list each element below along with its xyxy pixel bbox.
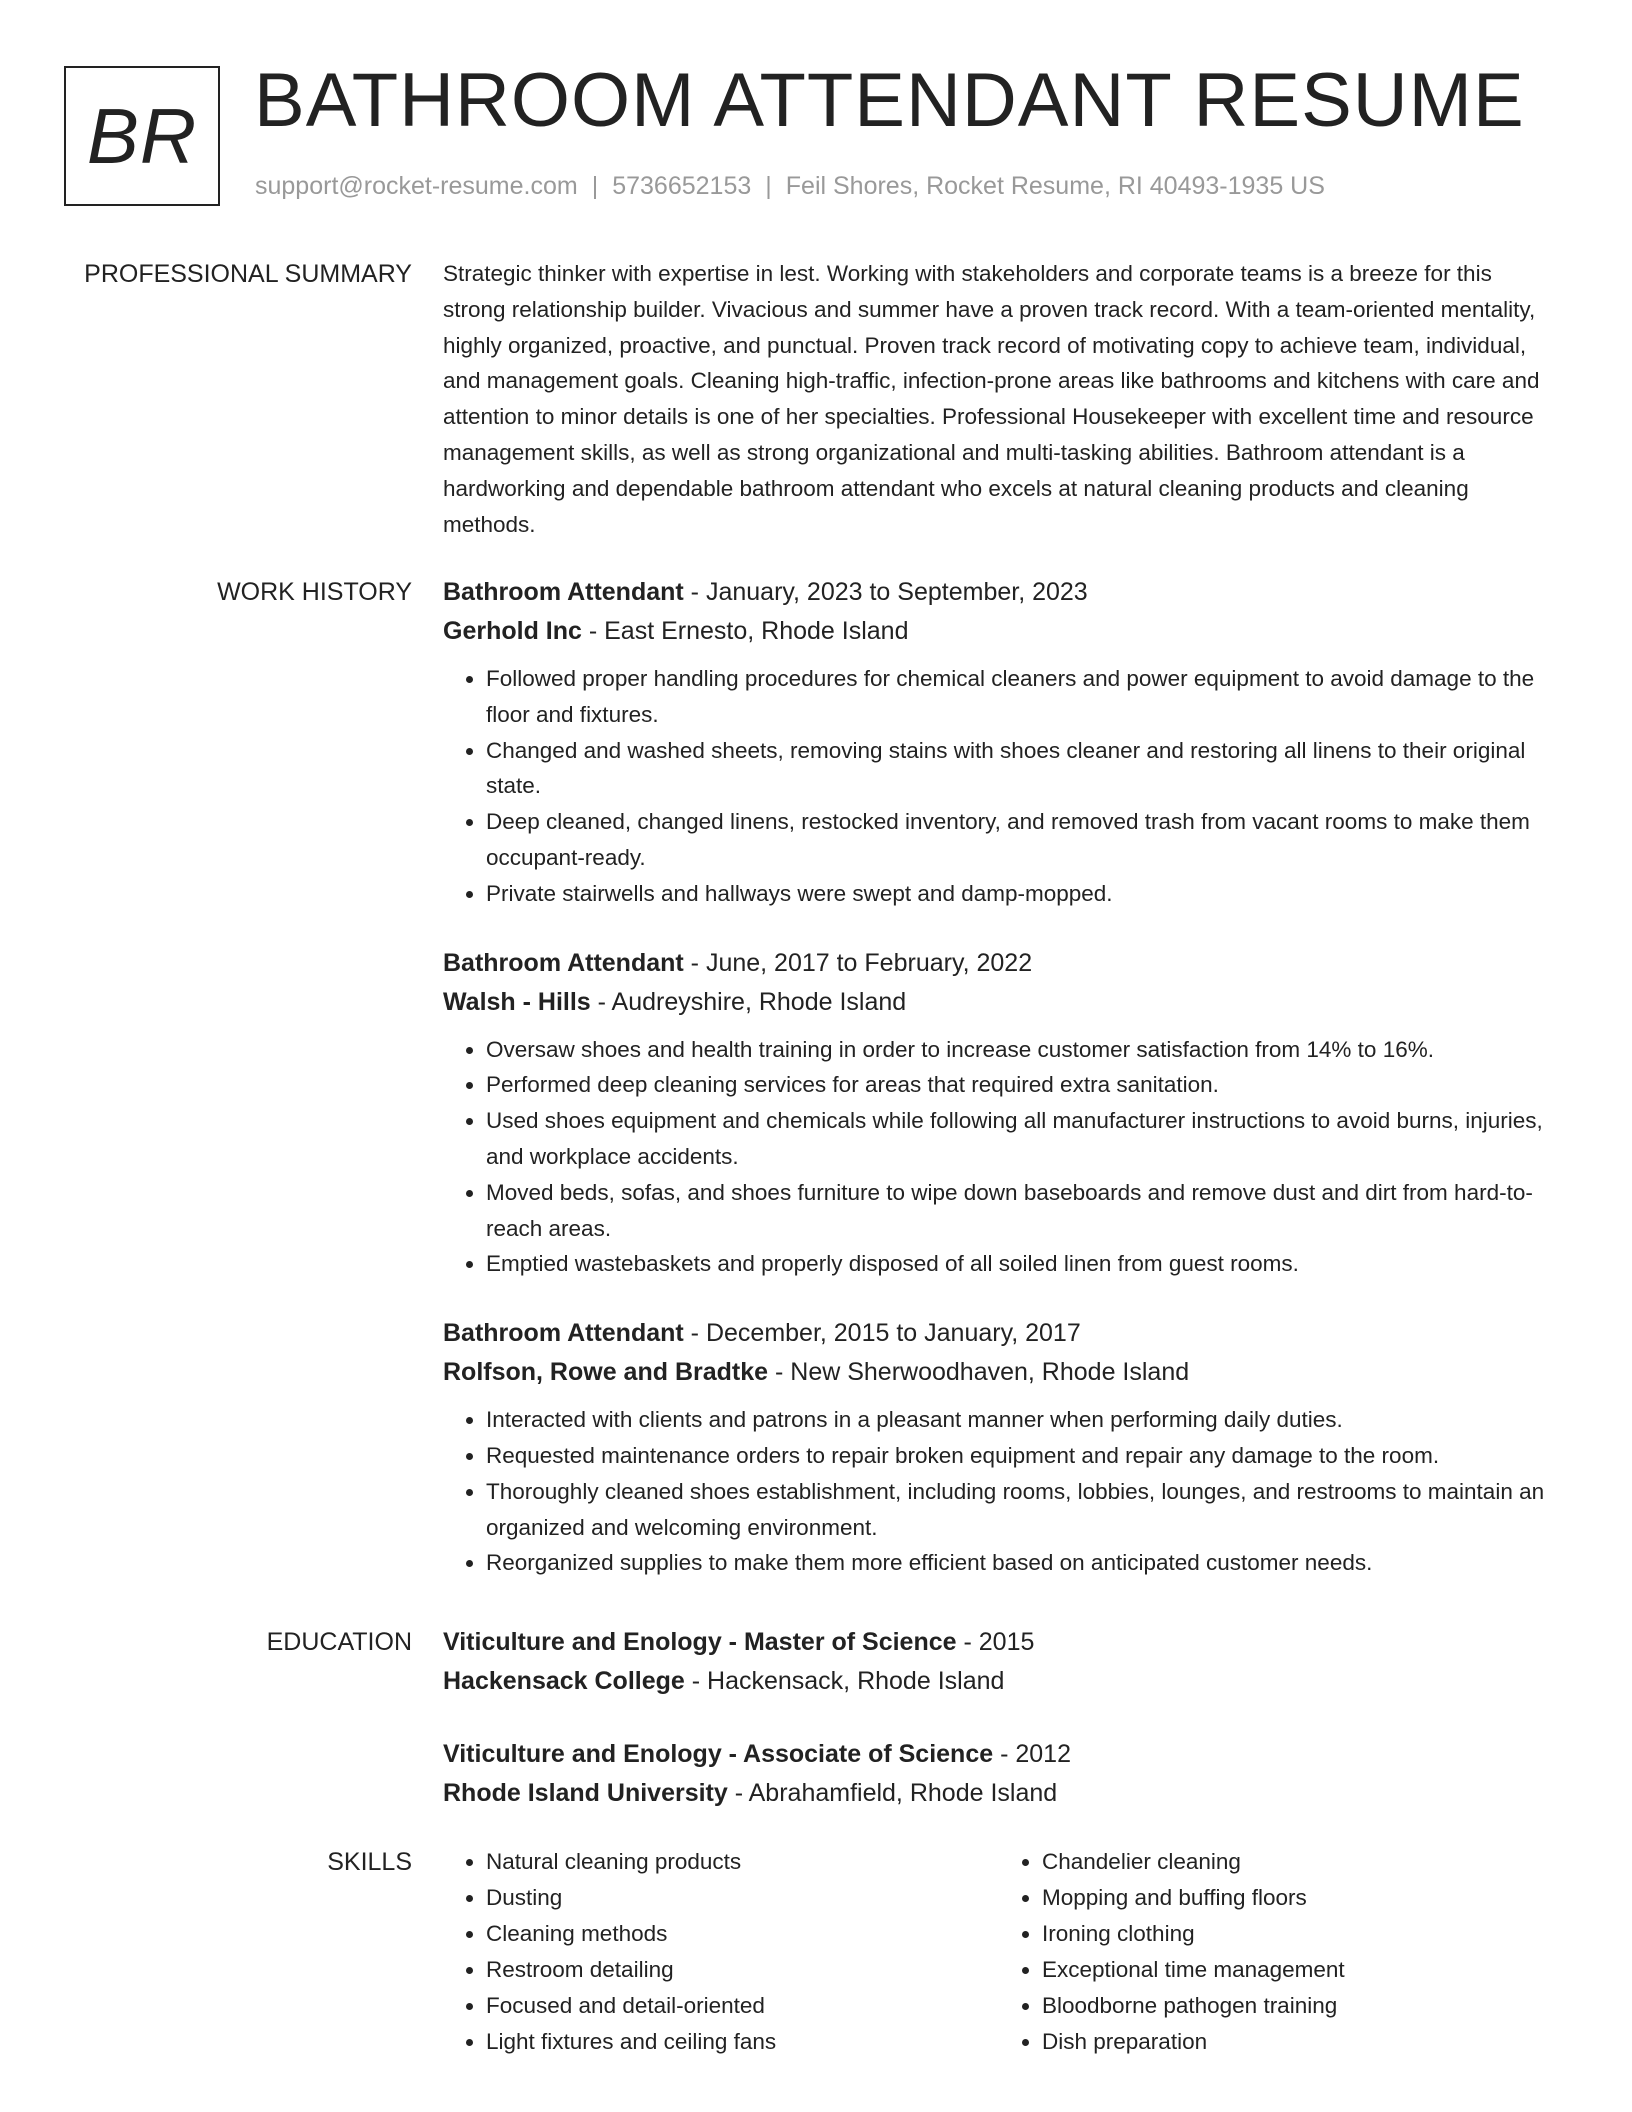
section-label-education: EDUCATION [266, 1628, 412, 1656]
skill-item: • Ironing clothing [1042, 1916, 1555, 1952]
job-title-line [443, 573, 1555, 612]
contact-line [255, 172, 1325, 201]
job-bullet: • Moved beds, sofas, and shoes furniture to wipe down baseboards and remove dust and dirt from hard-to-reach areas. [486, 1175, 1555, 1247]
education-entry [443, 1623, 1555, 1701]
job-location: - New Sherwoodhaven, Rhode Island [768, 1358, 1190, 1387]
skills-column-right [999, 1844, 1555, 2060]
education-school: Rhode Island University [443, 1779, 728, 1807]
education-degree-line [443, 1735, 1555, 1774]
job-dates: - December, 2015 to January, 2017 [683, 1319, 1081, 1348]
job-company-line [443, 983, 1555, 1022]
education-degree: Viticulture and Enology - Associate of Science [443, 1740, 994, 1768]
job-entry [443, 1314, 1555, 1581]
education-entry [443, 1735, 1555, 1813]
work-history-body [443, 573, 1555, 1613]
summary-text: Strategic thinker with expertise in lest. Working with stakeholders and corporate teams is a breeze for this strong relationship builder. Vivacious and summer have a proven track record. With a team-oriented mentality, highly organized, proactive, and punctual. Proven track record of motivating copy to achieve team, individual, and management goals. Cleaning high-traffic, infection-prone areas like bathrooms and kitchens with care and attention to minor details is one of her specialties. Professional Housekeeper with excellent time and resource management skills, as well as strong organizational and multi-tasking abilities. Bathroom attendant is a hardworking and dependable bathroom attendant who excels at natural cleaning products and cleaning methods. [443, 261, 1540, 537]
education-year: - 2012 [993, 1740, 1071, 1768]
skill-item: • Natural cleaning products [486, 1844, 999, 1880]
job-entry [443, 944, 1555, 1283]
section-label-skills: SKILLS [327, 1848, 412, 1876]
job-title-line [443, 1314, 1555, 1353]
contact-phone: 5736652153 [612, 172, 752, 200]
job-dates: - January, 2023 to September, 2023 [683, 578, 1088, 606]
section-label-work-history: WORK HISTORY [217, 578, 412, 606]
education-location: - Hackensack, Rhode Island [684, 1667, 1005, 1695]
job-company-line [443, 1353, 1555, 1392]
skill-item: • Light fixtures and ceiling fans [486, 2024, 999, 2060]
job-bullet: • Interacted with clients and patrons in a pleasant manner when performing daily duties. [486, 1402, 1555, 1438]
skill-item: • Cleaning methods [486, 1916, 999, 1952]
job-company: Rolfson, Rowe and Bradtke [443, 1358, 769, 1387]
job-location: - East Ernesto, Rhode Island [581, 617, 909, 645]
job-company: Gerhold Inc [443, 617, 582, 645]
job-company-line [443, 612, 1555, 651]
contact-address: Feil Shores, Rocket Resume, RI 40493-1935 US [785, 172, 1325, 200]
monogram-logo: BR [64, 66, 220, 206]
job-bullet: • Thoroughly cleaned shoes establishment, including rooms, lobbies, lounges, and restrooms to maintain an organized and welcoming environment. [486, 1474, 1555, 1546]
education-school-line [443, 1774, 1555, 1813]
contact-separator: | [765, 172, 772, 200]
job-bullet: • Private stairwells and hallways were swept and damp-mopped. [486, 876, 1555, 912]
skill-item: • Exceptional time management [1042, 1952, 1555, 1988]
education-school-line [443, 1662, 1555, 1701]
job-bullets [443, 1402, 1555, 1581]
job-bullets [443, 1032, 1555, 1283]
job-company: Walsh - Hills [443, 987, 591, 1016]
skills-column-left [443, 1844, 999, 2060]
job-bullet: • Performed deep cleaning services for areas that required extra sanitation. [486, 1067, 1555, 1103]
skills-body [443, 1844, 1555, 2060]
job-bullet: • Followed proper handling procedures for chemical cleaners and power equipment to avoid damage to the floor and fixtures. [486, 661, 1555, 733]
skill-item: • Bloodborne pathogen training [1042, 1988, 1555, 2024]
section-label-summary: PROFESSIONAL SUMMARY [84, 260, 412, 288]
education-degree: Viticulture and Enology - Master of Science [443, 1628, 957, 1656]
skills-grid [443, 1844, 1555, 2060]
skill-item: • Dusting [486, 1880, 999, 1916]
skill-item: • Mopping and buffing floors [1042, 1880, 1555, 1916]
job-bullet: • Used shoes equipment and chemicals while following all manufacturer instructions to avoid burns, injuries, and workplace accidents. [486, 1103, 1555, 1175]
skill-item: • Dish preparation [1042, 2024, 1555, 2060]
job-bullet: • Deep cleaned, changed linens, restocked inventory, and removed trash from vacant rooms to make them occupant-ready. [486, 804, 1555, 876]
job-entry [443, 573, 1555, 912]
contact-email: support@rocket-resume.com [255, 172, 578, 200]
job-dates: - June, 2017 to February, 2022 [683, 948, 1033, 977]
summary-body [443, 256, 1555, 542]
job-title: Bathroom Attendant [443, 578, 684, 606]
education-location: - Abrahamfield, Rhode Island [727, 1779, 1058, 1807]
job-title-line [443, 944, 1555, 983]
education-year: - 2015 [956, 1628, 1035, 1656]
job-bullet: • Requested maintenance orders to repair broken equipment and repair any damage to the room. [486, 1438, 1555, 1474]
job-bullet: • Emptied wastebaskets and properly disposed of all soiled linen from guest rooms. [486, 1246, 1555, 1282]
job-bullet: • Reorganized supplies to make them more efficient based on anticipated customer needs. [486, 1545, 1555, 1581]
job-bullet: • Changed and washed sheets, removing stains with shoes cleaner and restoring all linens to their original state. [486, 733, 1555, 805]
job-location: - Audreyshire, Rhode Island [590, 987, 907, 1016]
education-body [443, 1623, 1555, 1847]
education-school: Hackensack College [443, 1667, 685, 1695]
skill-item: • Chandelier cleaning [1042, 1844, 1555, 1880]
job-bullets [443, 661, 1555, 912]
education-degree-line [443, 1623, 1555, 1662]
contact-separator: | [591, 172, 599, 200]
skill-item: • Restroom detailing [486, 1952, 999, 1988]
job-title: Bathroom Attendant [443, 948, 684, 977]
resume-title: BATHROOM ATTENDANT RESUME [254, 58, 1525, 143]
job-title: Bathroom Attendant [443, 1319, 684, 1348]
skill-item: • Focused and detail-oriented [486, 1988, 999, 2024]
job-bullet: • Oversaw shoes and health training in order to increase customer satisfaction from 14% to 16%. [486, 1032, 1555, 1068]
